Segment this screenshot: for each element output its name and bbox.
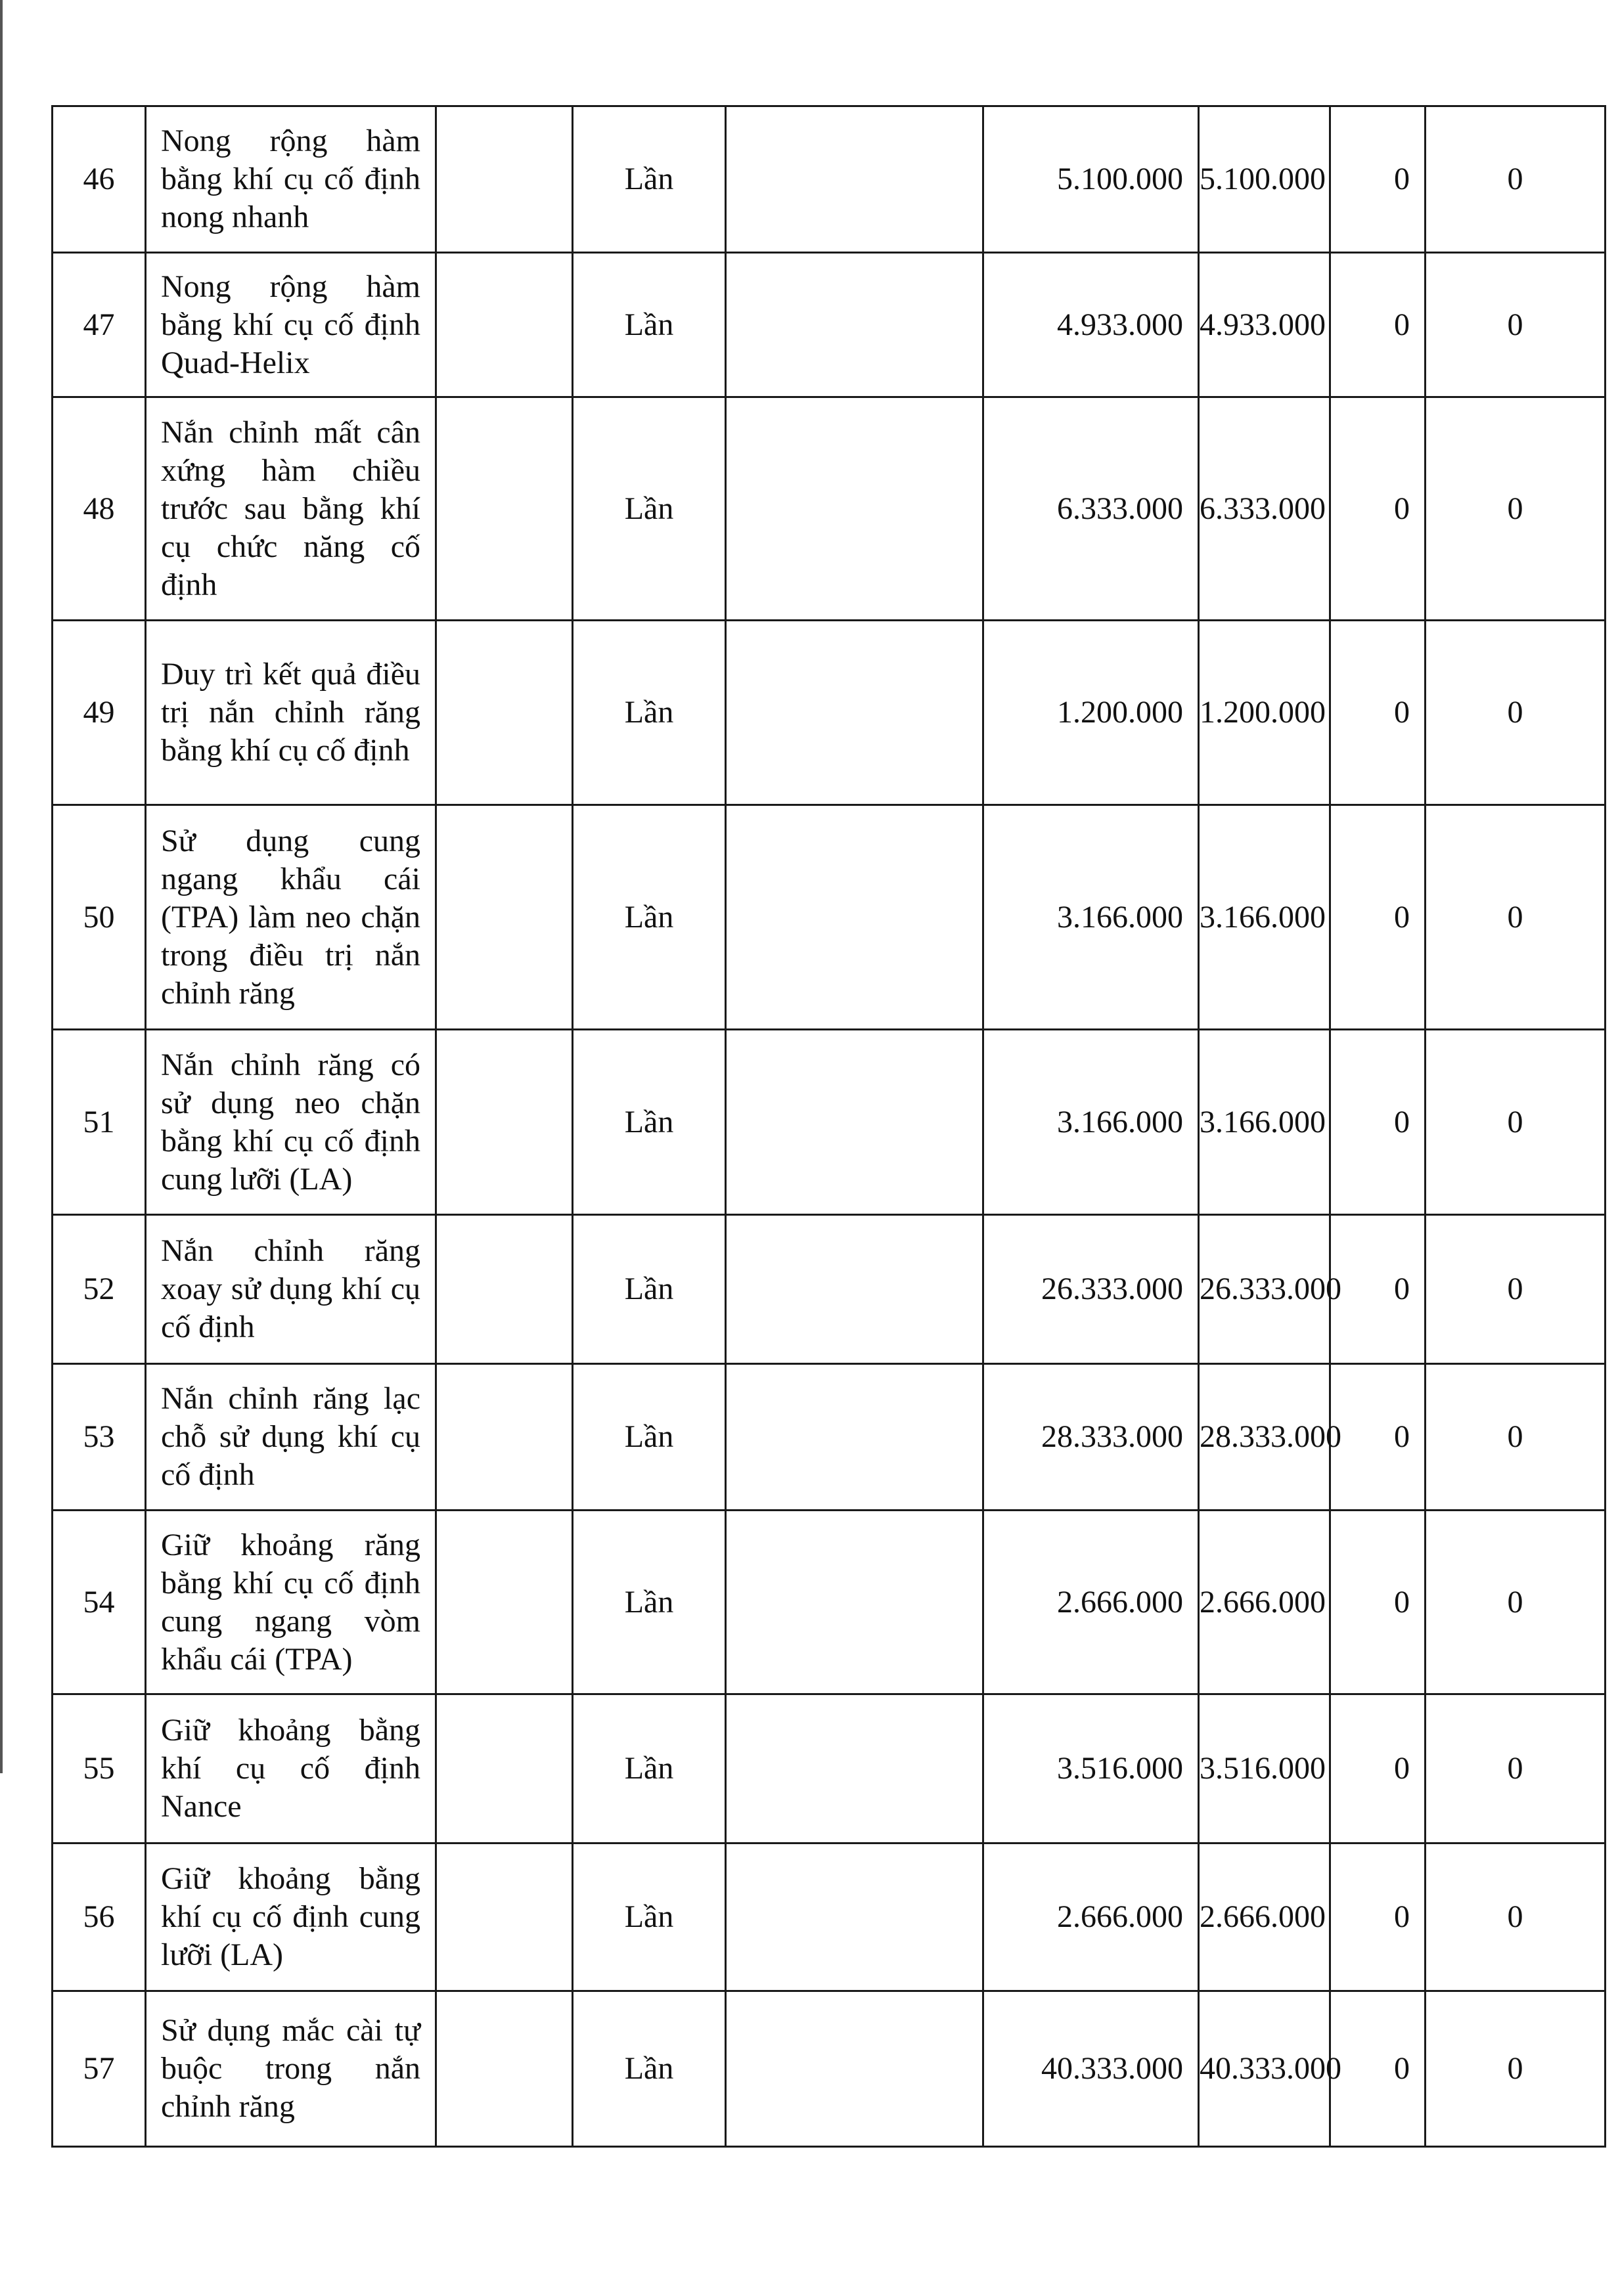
- blank-cell: [436, 397, 573, 621]
- row-number: 57: [53, 1991, 146, 2147]
- service-name: Nắn chỉnh răng có sử dụng neo chặn bằng khí cụ cố định cung lưỡi (LA): [146, 1030, 436, 1215]
- unit: Lần: [573, 397, 726, 621]
- service-name: Duy trì kết quả điều trị nắn chỉnh răng bằng khí cụ cố định: [146, 621, 436, 805]
- table-row: [53, 1991, 1606, 2147]
- price-current: 2.666.000: [983, 1843, 1199, 1991]
- blank-cell: [726, 1843, 983, 1991]
- service-name: Nong rộng hàm bằng khí cụ cố định nong nhanh: [146, 106, 436, 253]
- blank-cell: [726, 621, 983, 805]
- price-new: 2.666.000: [1199, 1511, 1330, 1694]
- row-number: 52: [53, 1215, 146, 1364]
- table-row: [53, 1511, 1606, 1694]
- difference-amount: 0: [1330, 253, 1426, 397]
- unit: Lần: [573, 621, 726, 805]
- price-new: 6.333.000: [1199, 397, 1330, 621]
- difference-amount: 0: [1330, 621, 1426, 805]
- unit: Lần: [573, 253, 726, 397]
- difference-percent: 0: [1426, 1511, 1606, 1694]
- unit: Lần: [573, 805, 726, 1030]
- row-number: 49: [53, 621, 146, 805]
- unit: Lần: [573, 1030, 726, 1215]
- service-name: Nắn chỉnh mất cân xứng hàm chiều trước sau bằng khí cụ chức năng cố định: [146, 397, 436, 621]
- price-new: 3.166.000: [1199, 805, 1330, 1030]
- difference-percent: 0: [1426, 1364, 1606, 1511]
- price-current: 1.200.000: [983, 621, 1199, 805]
- row-number: 56: [53, 1843, 146, 1991]
- price-current: 26.333.000: [983, 1215, 1199, 1364]
- price-current: 28.333.000: [983, 1364, 1199, 1511]
- difference-amount: 0: [1330, 106, 1426, 253]
- service-name: Giữ khoảng bằng khí cụ cố định cung lưỡi (LA): [146, 1843, 436, 1991]
- blank-cell: [726, 1215, 983, 1364]
- blank-cell: [436, 805, 573, 1030]
- price-new: 40.333.000: [1199, 1991, 1330, 2147]
- price-current: 2.666.000: [983, 1511, 1199, 1694]
- blank-cell: [726, 1364, 983, 1511]
- blank-cell: [726, 397, 983, 621]
- blank-cell: [726, 1991, 983, 2147]
- difference-percent: 0: [1426, 805, 1606, 1030]
- blank-cell: [436, 1991, 573, 2147]
- unit: Lần: [573, 1991, 726, 2147]
- unit: Lần: [573, 106, 726, 253]
- price-current: 3.166.000: [983, 1030, 1199, 1215]
- price-new: 1.200.000: [1199, 621, 1330, 805]
- service-name: Sử dụng cung ngang khẩu cái (TPA) làm neo chặn trong điều trị nắn chỉnh răng: [146, 805, 436, 1030]
- blank-cell: [726, 805, 983, 1030]
- blank-cell: [726, 1030, 983, 1215]
- blank-cell: [436, 1511, 573, 1694]
- row-number: 55: [53, 1694, 146, 1843]
- blank-cell: [436, 106, 573, 253]
- difference-percent: 0: [1426, 1991, 1606, 2147]
- service-name: Nong rộng hàm bằng khí cụ cố định Quad-Helix: [146, 253, 436, 397]
- unit: Lần: [573, 1215, 726, 1364]
- unit: Lần: [573, 1843, 726, 1991]
- price-current: 6.333.000: [983, 397, 1199, 621]
- blank-cell: [436, 1843, 573, 1991]
- price-new: 3.516.000: [1199, 1694, 1330, 1843]
- row-number: 53: [53, 1364, 146, 1511]
- difference-amount: 0: [1330, 1511, 1426, 1694]
- table-row: [53, 1694, 1606, 1843]
- table-body: [53, 106, 1606, 2147]
- service-name: Nắn chỉnh răng xoay sử dụng khí cụ cố định: [146, 1215, 436, 1364]
- difference-percent: 0: [1426, 1215, 1606, 1364]
- price-current: 3.166.000: [983, 805, 1199, 1030]
- blank-cell: [436, 1694, 573, 1843]
- table-row: [53, 106, 1606, 253]
- difference-percent: 0: [1426, 106, 1606, 253]
- price-new: 2.666.000: [1199, 1843, 1330, 1991]
- blank-cell: [436, 253, 573, 397]
- unit: Lần: [573, 1694, 726, 1843]
- scan-edge: [0, 0, 3, 1773]
- table-row: [53, 621, 1606, 805]
- difference-amount: 0: [1330, 1364, 1426, 1511]
- difference-amount: 0: [1330, 1694, 1426, 1843]
- price-new: 5.100.000: [1199, 106, 1330, 253]
- row-number: 54: [53, 1511, 146, 1694]
- price-new: 26.333.000: [1199, 1215, 1330, 1364]
- price-new: 4.933.000: [1199, 253, 1330, 397]
- row-number: 51: [53, 1030, 146, 1215]
- price-current: 4.933.000: [983, 253, 1199, 397]
- service-name: Nắn chỉnh răng lạc chỗ sử dụng khí cụ cố định: [146, 1364, 436, 1511]
- table-row: [53, 805, 1606, 1030]
- difference-percent: 0: [1426, 1030, 1606, 1215]
- difference-percent: 0: [1426, 621, 1606, 805]
- blank-cell: [726, 1511, 983, 1694]
- difference-percent: 0: [1426, 1694, 1606, 1843]
- price-current: 40.333.000: [983, 1991, 1199, 2147]
- blank-cell: [726, 106, 983, 253]
- difference-percent: 0: [1426, 1843, 1606, 1991]
- service-fee-table: [51, 105, 1606, 2148]
- difference-amount: 0: [1330, 1215, 1426, 1364]
- difference-amount: 0: [1330, 397, 1426, 621]
- price-new: 28.333.000: [1199, 1364, 1330, 1511]
- table-row: [53, 1030, 1606, 1215]
- service-name: Sử dụng mắc cài tự buộc trong nắn chỉnh răng: [146, 1991, 436, 2147]
- row-number: 47: [53, 253, 146, 397]
- price-new: 3.166.000: [1199, 1030, 1330, 1215]
- table-row: [53, 1364, 1606, 1511]
- difference-amount: 0: [1330, 1030, 1426, 1215]
- price-current: 5.100.000: [983, 106, 1199, 253]
- price-current: 3.516.000: [983, 1694, 1199, 1843]
- difference-amount: 0: [1330, 805, 1426, 1030]
- difference-percent: 0: [1426, 253, 1606, 397]
- difference-percent: 0: [1426, 397, 1606, 621]
- blank-cell: [726, 253, 983, 397]
- unit: Lần: [573, 1511, 726, 1694]
- service-name: Giữ khoảng bằng khí cụ cố định Nance: [146, 1694, 436, 1843]
- blank-cell: [436, 1215, 573, 1364]
- blank-cell: [436, 1030, 573, 1215]
- row-number: 46: [53, 106, 146, 253]
- difference-amount: 0: [1330, 1991, 1426, 2147]
- row-number: 48: [53, 397, 146, 621]
- table-row: [53, 253, 1606, 397]
- blank-cell: [436, 1364, 573, 1511]
- difference-amount: 0: [1330, 1843, 1426, 1991]
- table-row: [53, 1843, 1606, 1991]
- table-row: [53, 397, 1606, 621]
- row-number: 50: [53, 805, 146, 1030]
- service-name: Giữ khoảng răng bằng khí cụ cố định cung ngang vòm khẩu cái (TPA): [146, 1511, 436, 1694]
- unit: Lần: [573, 1364, 726, 1511]
- blank-cell: [436, 621, 573, 805]
- table-row: [53, 1215, 1606, 1364]
- blank-cell: [726, 1694, 983, 1843]
